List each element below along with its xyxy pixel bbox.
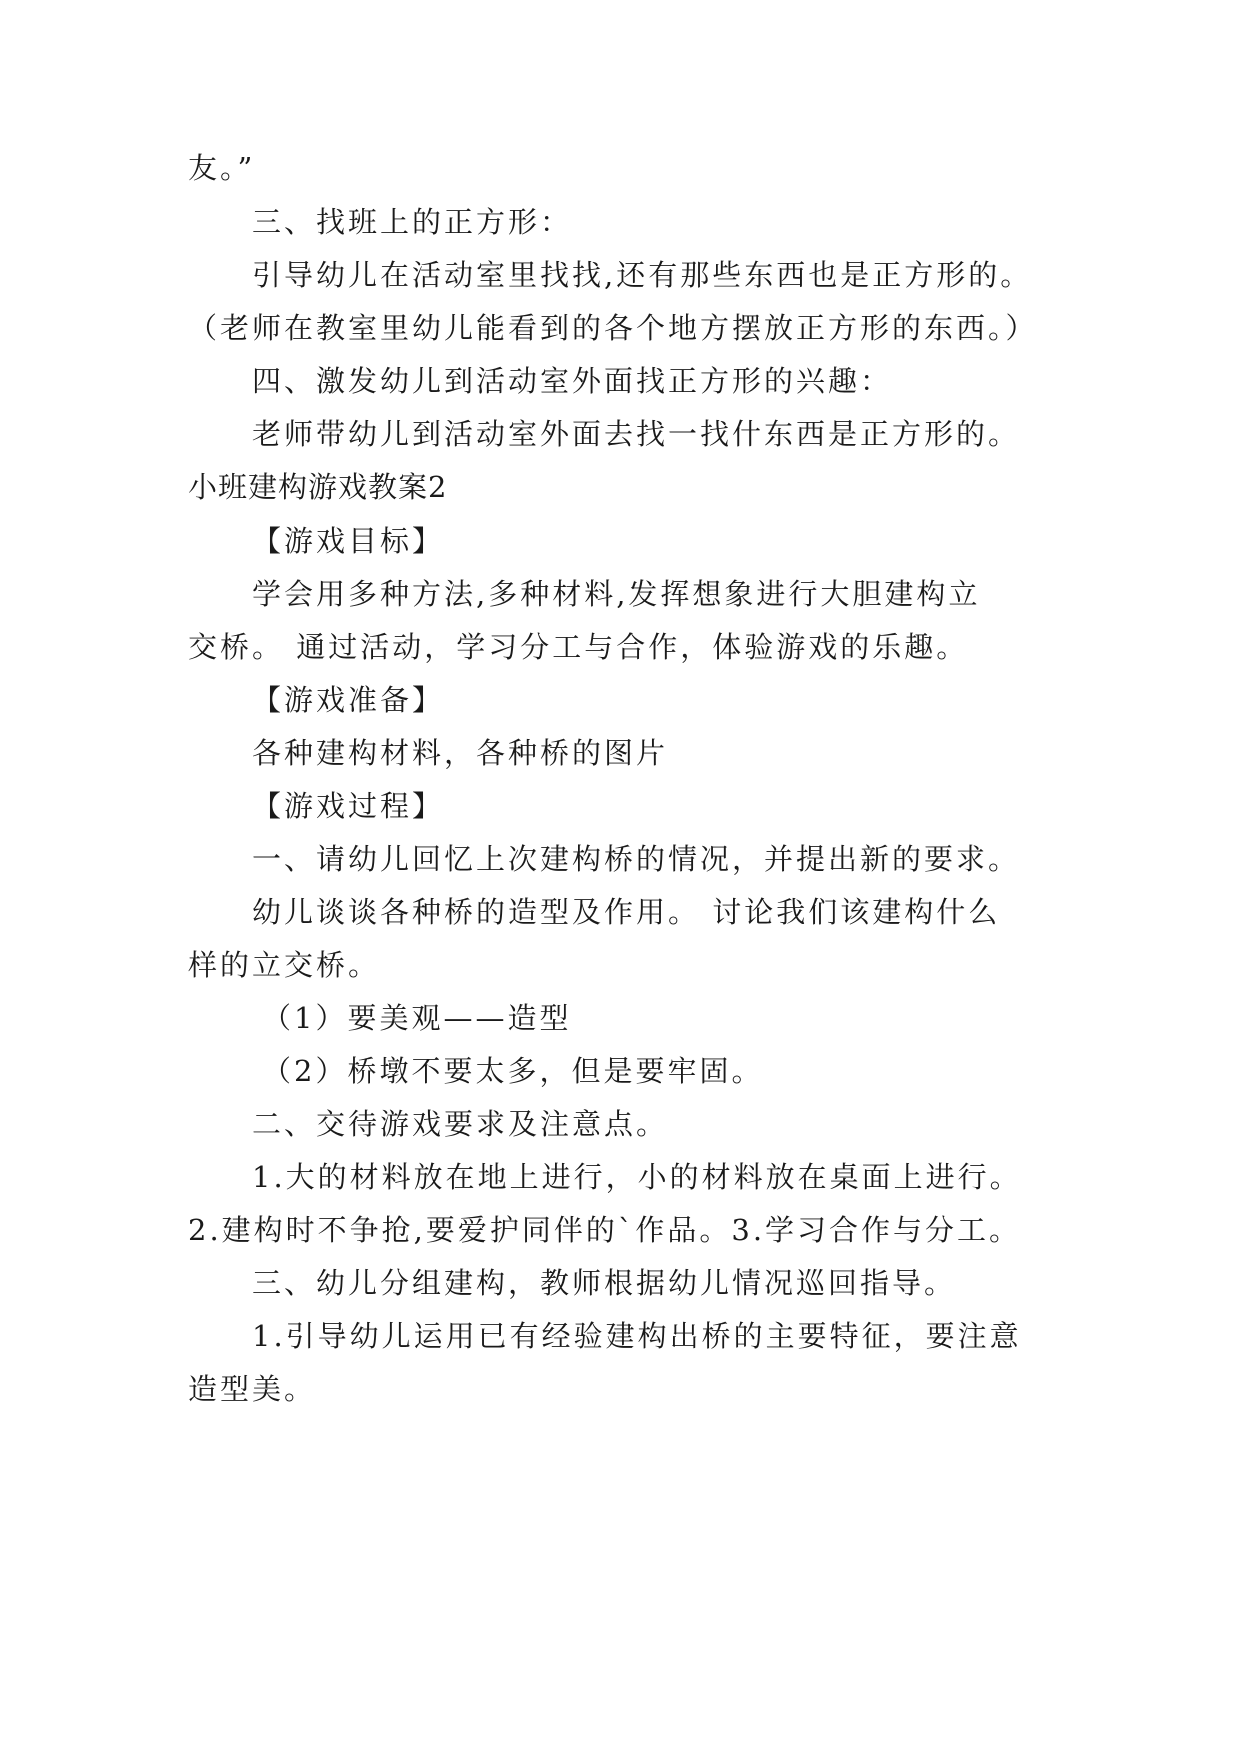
section-heading: 一、请幼儿回忆上次建构桥的情况，并提出新的要求。: [252, 842, 1021, 876]
text-line: 交桥。 通过活动，学习分工与合作，体验游戏的乐趣。: [188, 630, 969, 664]
section-heading: 三、找班上的正方形：: [252, 205, 573, 239]
text-line: 引导幼儿在活动室里找找,还有那些东西也是正方形的。: [252, 258, 1033, 292]
list-item: （2）桥墩不要太多，但是要牢固。: [262, 1054, 764, 1088]
text-line: 各种建构材料，各种桥的图片: [252, 736, 669, 770]
bracket-heading: 【游戏目标】: [252, 524, 445, 558]
list-item: 2.建构时不争抢,要爱护同伴的`作品。3.学习合作与分工。: [188, 1213, 1022, 1247]
section-heading: 三、幼儿分组建构，教师根据幼儿情况巡回指导。: [252, 1266, 957, 1300]
document-title: 小班建构游戏教案2: [188, 470, 448, 504]
text-line: 造型美。: [188, 1372, 317, 1406]
list-item: 1.引导幼儿运用已有经验建构出桥的主要特征，要注意: [252, 1319, 1022, 1353]
bracket-heading: 【游戏过程】: [252, 789, 445, 823]
text-line: 老师带幼儿到活动室外面去找一找什东西是正方形的。: [252, 417, 1021, 451]
list-item: （1）要美观——造型: [262, 1001, 572, 1035]
text-line: 幼儿谈谈各种桥的造型及作用。 讨论我们该建构什么: [252, 895, 1001, 929]
list-item: 1.大的材料放在地上进行，小的材料放在桌面上进行。: [252, 1160, 1022, 1194]
text-line: （老师在教室里幼儿能看到的各个地方摆放正方形的东西。）: [188, 311, 1038, 345]
bracket-heading: 【游戏准备】: [252, 683, 445, 717]
text-line: 友。”: [188, 151, 256, 185]
text-line: 样的立交桥。: [188, 948, 381, 982]
section-heading: 四、激发幼儿到活动室外面找正方形的兴趣：: [252, 364, 893, 398]
section-heading: 二、交待游戏要求及注意点。: [252, 1107, 669, 1141]
text-line: 学会用多种方法,多种材料,发挥想象进行大胆建构立: [252, 577, 981, 611]
